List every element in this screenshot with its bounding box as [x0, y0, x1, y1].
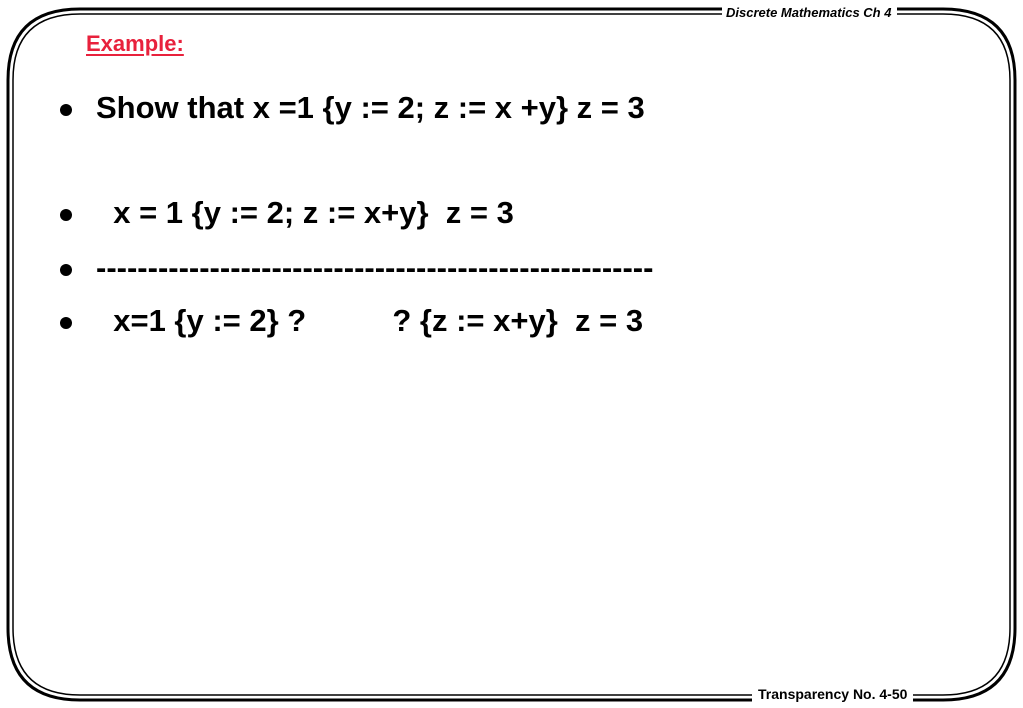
bullet-item	[60, 303, 644, 429]
bullet-text: Show that x =1 {y := 2; z := x +y} z = 3	[96, 90, 645, 125]
bullet-dot	[60, 264, 72, 276]
slide-title: Example:	[86, 31, 184, 56]
bullet-dot	[60, 104, 72, 116]
bullet-text: x=1 {y := 2} ? ? {z := x+y} z = 3	[96, 303, 644, 338]
transparency-number: Transparency No. 4-50	[752, 686, 913, 702]
course-header: Discrete Mathematics Ch 4	[722, 5, 897, 20]
bullet-text: ------------------------------------------------------	[96, 250, 654, 285]
bullet-dot	[60, 209, 72, 221]
bullet-dot	[60, 317, 72, 329]
bullet-text: x = 1 {y := 2; z := x+y} z = 3	[96, 195, 514, 230]
